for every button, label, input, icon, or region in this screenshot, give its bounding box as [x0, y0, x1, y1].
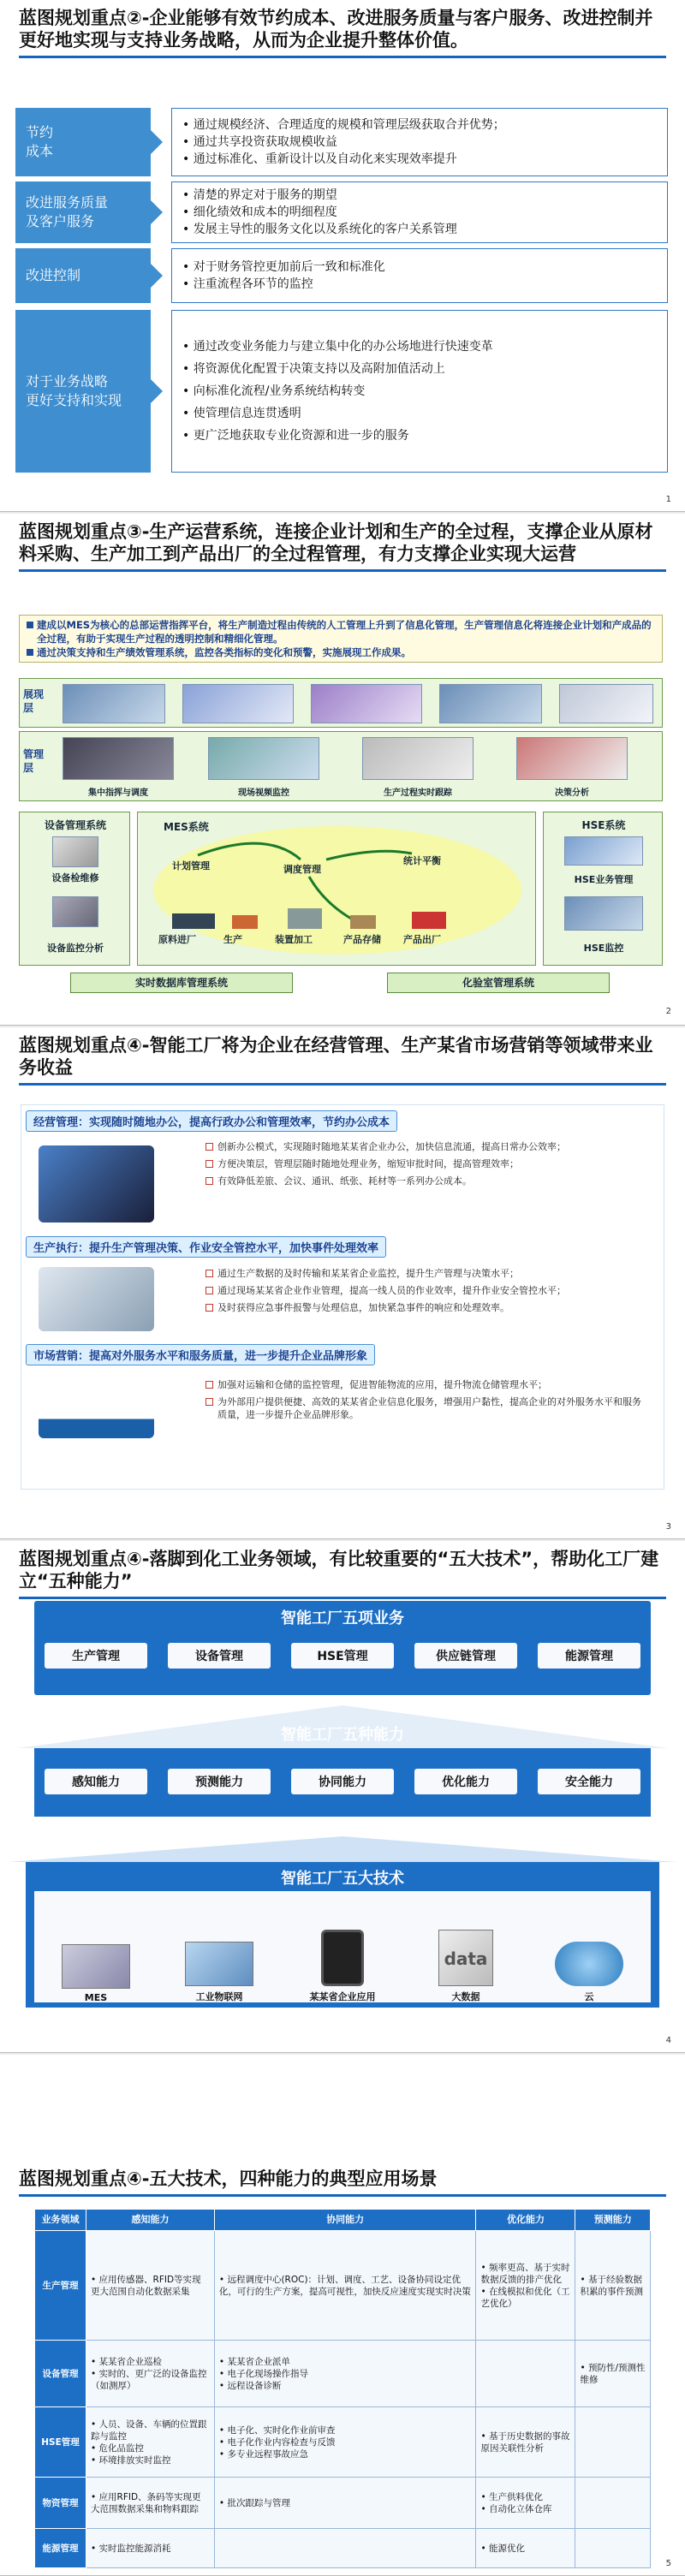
- cell-item: • 远程设备诊断: [219, 2380, 472, 2392]
- cell-item: • 某某省企业巡检: [91, 2356, 210, 2368]
- tech-item: [49, 1944, 143, 2003]
- hse-title: HSE系统: [581, 819, 626, 831]
- mgmt-thumb: [208, 737, 319, 780]
- tech-label: MES: [84, 1992, 108, 2003]
- slide-3: [0, 1027, 685, 1539]
- s3-item: 创新办公模式，实现随时随地某某省企业办公，加快信息流通，提高日常办公效率；: [206, 1140, 642, 1153]
- s1-box: [171, 181, 668, 243]
- screen-thumb: [182, 684, 294, 723]
- s3-items: [206, 1140, 642, 1192]
- mes-node: 统计平衡: [403, 855, 441, 866]
- cell-item: • 实时监控能源消耗: [91, 2543, 210, 2555]
- s1-box: [171, 310, 668, 473]
- hse-item: HSE监控: [583, 943, 624, 954]
- ability-item: 协同能力: [291, 1769, 394, 1794]
- tech-item: [172, 1942, 266, 2003]
- s1-item: • 通过规模经济、合理适度的规模和管理层级获取合并优势；: [182, 116, 657, 134]
- mgmt-label: 生产过程实时跟踪: [384, 788, 452, 798]
- big-data-icon: data: [438, 1930, 493, 1986]
- cell-item: • 危化品监控: [91, 2442, 210, 2454]
- s1-item: • 对于财务管控更加前后一致和标准化: [182, 259, 657, 276]
- ability-item: 感知能力: [45, 1769, 147, 1794]
- s2-note: 通过决策支持和生产绩效管理系统，监控各类指标的变化和预警，实施展现工作成果。: [25, 645, 657, 659]
- device-item: 设备监控分析: [47, 943, 104, 954]
- mes-node: 原料进厂: [158, 934, 196, 945]
- row-header: 物资管理: [35, 2478, 86, 2529]
- row-header: 生产管理: [35, 2231, 86, 2341]
- tech-label: 工业物联网: [195, 1991, 243, 2002]
- s1-item: • 注重流程各环节的监控: [182, 276, 657, 293]
- table-cell: [575, 2341, 651, 2407]
- cell-item: • 频率更高、基于实时数据反馈的排产优化: [480, 2262, 570, 2286]
- cell-item: • 电子化、实时化作业前审查: [219, 2424, 472, 2436]
- table-cell: [214, 2407, 476, 2478]
- cell-item: • 预防性/预测性维修: [580, 2362, 646, 2386]
- page-number: 4: [665, 2036, 671, 2045]
- device-thumb: [52, 896, 98, 927]
- mes-node: 装置加工: [275, 934, 313, 945]
- table-header: 预测能力: [575, 2210, 651, 2231]
- cell-item: • 基于历史数据的事故原因关联性分析: [480, 2430, 570, 2454]
- s1-item: • 使管理信息连贯透明: [182, 402, 657, 425]
- s1-row-cost: [15, 108, 668, 176]
- s3-item: 通过现场某某省企业作业管理，提高一线人员的作业效率，提升作业安全管控水平；: [206, 1284, 642, 1297]
- table-header: 感知能力: [86, 2210, 215, 2231]
- screen-thumb: [311, 684, 422, 723]
- tech-item: [419, 1930, 513, 2003]
- slide-4: [0, 1541, 685, 2053]
- s3-item: 为外部用户提供便捷、高效的某某省企业信息化服务，增强用户黏性，提高企业的对外服务水平和服务质量，进一步提升企业品牌形象。: [206, 1395, 642, 1421]
- mes-title: MES系统: [164, 821, 209, 833]
- s3-items: [206, 1378, 642, 1425]
- business-item: 能源管理: [538, 1643, 640, 1669]
- table-cell: [214, 2231, 476, 2341]
- s1-row-strategy: [15, 310, 668, 473]
- row-header: 设备管理: [35, 2341, 86, 2407]
- slide-2-title: 蓝图规划重点③-生产运营系统，连接企业计划和生产的全过程，支撑企业从原材料采购、生产加工到产品出厂的全过程管理，有力支撑企业实现大运营: [19, 521, 666, 572]
- layer-label: 管理 层: [23, 748, 45, 774]
- iot-icon: [185, 1942, 253, 1986]
- s3-section-head: 生产执行：提升生产管理决策、作业安全管控水平，加快事件处理效率: [26, 1236, 386, 1258]
- s3-items: [206, 1267, 642, 1318]
- screen-thumb: [559, 684, 653, 723]
- device-item: 设备检维修: [51, 872, 99, 883]
- tech-row: [34, 1901, 651, 2003]
- cloud-icon: [555, 1942, 623, 1986]
- ability-caption: 智能工厂五种能力: [281, 1726, 404, 1744]
- mgmt-thumb: [362, 737, 474, 780]
- table-cell: [86, 2341, 215, 2407]
- mes-system-box: [137, 812, 536, 966]
- hse-item: HSE业务管理: [574, 874, 634, 885]
- s3-item: 方便决策层，管理层随时随地处理业务，缩短审批时间，提高管理效率；: [206, 1157, 642, 1170]
- cell-item: • 生产供料优化: [480, 2491, 570, 2503]
- table-header: 业务领域: [35, 2210, 86, 2231]
- mes-node: 产品出厂: [403, 934, 441, 945]
- cell-item: • 远程调度中心(ROC)：计划、调度、工艺、设备协同设定优化，可行的生产方案，提高可视性，加快反应速度实现实时决策: [219, 2274, 472, 2298]
- cell-item: • 批次跟踪与管理: [219, 2497, 472, 2509]
- cell-item: • 自动化立体仓库: [480, 2503, 570, 2515]
- table-cell: [575, 2529, 651, 2568]
- ability-item: 优化能力: [414, 1769, 517, 1794]
- table-cell: [214, 2478, 476, 2529]
- business-item: 设备管理: [168, 1643, 271, 1669]
- device-system-box: [19, 812, 130, 966]
- table-cell: [575, 2231, 651, 2341]
- table-header-row: [35, 2210, 651, 2231]
- business-item: HSE管理: [291, 1643, 394, 1669]
- table-row: [35, 2478, 651, 2529]
- mobile-app-icon: [321, 1930, 364, 1986]
- business-item: 生产管理: [45, 1643, 147, 1669]
- page-number: 5: [665, 2559, 671, 2568]
- slide-1: [0, 0, 685, 512]
- hse-thumb: [564, 896, 643, 931]
- table-header: 协同能力: [214, 2210, 476, 2231]
- cell-item: • 多专业远程事故应急: [219, 2448, 472, 2460]
- s2-note-box: [19, 615, 663, 663]
- table-cell: [575, 2407, 651, 2478]
- table-row: [35, 2341, 651, 2407]
- s3-item: 通过生产数据的及时传输和某某省企业监控，提升生产管理与决策水平；: [206, 1267, 642, 1280]
- ability-row: [34, 1755, 651, 1808]
- slide-4-title: 蓝图规划重点④-落脚到化工业务领域，有比较重要的“五大技术”，帮助化工厂建立“五种能力”: [19, 1548, 666, 1599]
- table-cell: [214, 2341, 476, 2407]
- layer-label: 展现 层: [23, 688, 45, 714]
- ability-item: 预测能力: [168, 1769, 271, 1794]
- table-cell: [476, 2407, 575, 2478]
- tech-label: 大数据: [451, 1991, 480, 2002]
- scenario-table: [34, 2209, 651, 2568]
- table-cell: [86, 2478, 215, 2529]
- s3-item: 有效降低差旅、会议、通讯、纸张、耗材等一系列办公成本。: [206, 1175, 642, 1187]
- cell-item: • 在线模拟和优化（工艺优化）: [480, 2286, 570, 2310]
- screen-thumb: [63, 684, 165, 723]
- slide-3-title: 蓝图规划重点④-智能工厂将为企业在经营管理、生产某省市场营销等领域带来业务收益: [19, 1034, 666, 1086]
- table-row: [35, 2231, 651, 2341]
- s1-item: • 通过标准化、重新设计以及自动化来实现效率提升: [182, 151, 657, 168]
- cell-item: • 基于经验数据积累的事件预测: [580, 2274, 646, 2298]
- s3-item: 加强对运输和仓储的监控管理，促进智能物流的应用，提升物流仓储管理水平；: [206, 1378, 642, 1391]
- s1-box: [171, 248, 668, 303]
- device-thumb: [52, 836, 98, 867]
- s1-label: 节约 成本: [15, 108, 151, 176]
- s1-label: 改进控制: [15, 248, 151, 303]
- mes-node: 调度管理: [283, 864, 321, 875]
- s1-item: • 将资源优化配置于决策支持以及高附加值活动上: [182, 358, 657, 380]
- cell-item: • 电子化作业内容检查与反馈: [219, 2436, 472, 2448]
- table-row: [35, 2529, 651, 2568]
- cell-item: • 能源优化: [480, 2543, 570, 2555]
- tech-item: [542, 1942, 636, 2003]
- cell-item: • 电子化现场操作指导: [219, 2368, 472, 2380]
- cell-item: • 应用RFID、条码等实现更大范围数据采集和物料跟踪: [91, 2491, 210, 2515]
- business-item: 供应链管理: [414, 1643, 517, 1669]
- s1-item: • 通过改变业务能力与建立集中化的办公场地进行快速变革: [182, 336, 657, 358]
- mes-flow-arrows: [138, 812, 537, 967]
- marketing-chart-illustration: [39, 1374, 154, 1438]
- page-number: 2: [665, 1007, 671, 1016]
- hse-thumb: [564, 836, 643, 866]
- table-cell: [86, 2407, 215, 2478]
- mes-node: 计划管理: [172, 860, 210, 872]
- cell-item: • 人员、设备、车辆的位置跟踪与监控: [91, 2418, 210, 2442]
- s1-item: • 通过共享投资获取规模收益: [182, 134, 657, 151]
- production-illustration: [39, 1267, 154, 1331]
- table-header: 优化能力: [476, 2210, 575, 2231]
- cell-item: • 应用传感器、RFID等实现更大范围自动化数据采集: [91, 2274, 210, 2298]
- row-header: HSE管理: [35, 2407, 86, 2478]
- office-illustration: [39, 1145, 154, 1223]
- ability-item: 安全能力: [538, 1769, 640, 1794]
- s1-item: • 细化绩效和成本的明细程度: [182, 204, 657, 221]
- s1-item: • 发展主导性的服务文化以及系统化的客户关系管理: [182, 221, 657, 238]
- row-header: 能源管理: [35, 2529, 86, 2568]
- table-cell: [476, 2478, 575, 2529]
- s1-item: • 更广泛地获取专业化资源和进一步的服务: [182, 425, 657, 447]
- realtime-db-bar: 实时数据库管理系统: [70, 973, 293, 993]
- tech-label: 云: [584, 1991, 594, 2002]
- table-row: [35, 2407, 651, 2478]
- mgmt-label: 现场视频监控: [238, 788, 289, 798]
- page-number: 3: [665, 1522, 671, 1532]
- s1-box: [171, 108, 668, 176]
- hse-system-box: [543, 812, 663, 966]
- mgmt-label: 决策分析: [555, 788, 589, 798]
- mes-node: 产品存储: [343, 934, 381, 945]
- mgmt-thumb: [63, 737, 174, 780]
- s3-section-head: 经营管理：实现随时随地办公，提高行政办公和管理效率，节约办公成本: [26, 1110, 397, 1132]
- s1-item: • 清楚的界定对于服务的期望: [182, 187, 657, 204]
- s2-note: 建成以MES为核心的总部运营指挥平台，将生产制造过程由传统的人工管理上升到了信息化管理，生产管理信息化将连接企业计划和产成品的全过程，有助于实现生产过程的透明控制和精细化管理。: [25, 618, 657, 645]
- page-number: 1: [665, 495, 671, 504]
- mgmt-label: 集中指挥与调度: [88, 788, 148, 798]
- business-row: [34, 1632, 651, 1680]
- business-caption: 智能工厂五项业务: [281, 1609, 404, 1627]
- s3-item: 及时获得应急事件报警与处理信息，加快紧急事件的响应和处理效率。: [206, 1301, 642, 1314]
- cell-item: • 某某省企业派单: [219, 2356, 472, 2368]
- table-cell: [86, 2231, 215, 2341]
- lab-system-bar: 化验室管理系统: [387, 973, 610, 993]
- cell-item: • 环境排放实时监控: [91, 2454, 210, 2466]
- layer-mgmt: [19, 731, 663, 801]
- screen-thumb: [439, 684, 542, 723]
- device-title: 设备管理系统: [44, 819, 106, 831]
- mes-icon: [62, 1944, 130, 1989]
- table-cell: [476, 2341, 575, 2407]
- s1-label: 改进服务质量 及客户服务: [15, 181, 151, 243]
- mes-node: 生产: [223, 934, 242, 945]
- tech-label: 某某省企业应用: [309, 1991, 376, 2002]
- slide-5-title: 蓝图规划重点④-五大技术，四种能力的典型应用场景: [19, 2168, 666, 2197]
- slide-1-title: 蓝图规划重点②-企业能够有效节约成本、改进服务质量与客户服务、改进控制并更好地实现与支持业务战略，从而为企业提升整体价值。: [19, 7, 666, 58]
- table-cell: [476, 2529, 575, 2568]
- table-cell: [86, 2529, 215, 2568]
- tech-caption: 智能工厂五大技术: [281, 1870, 404, 1888]
- cell-item: • 实时的、更广泛的设备监控（如测厚）: [91, 2368, 210, 2392]
- tech-item: [295, 1930, 390, 2003]
- table-cell: [575, 2478, 651, 2529]
- s1-row-control: [15, 248, 668, 303]
- s1-item: • 向标准化流程/业务系统结构转变: [182, 380, 657, 402]
- mgmt-thumb: [516, 737, 628, 780]
- layer-show: [19, 678, 663, 728]
- s3-section-head: 市场营销：提高对外服务水平和服务质量，进一步提升企业品牌形象: [26, 1344, 375, 1365]
- s1-row-service: [15, 181, 668, 243]
- table-cell: [214, 2529, 476, 2568]
- s1-label: 对于业务战略 更好支持和实现: [15, 310, 151, 473]
- table-cell: [476, 2231, 575, 2341]
